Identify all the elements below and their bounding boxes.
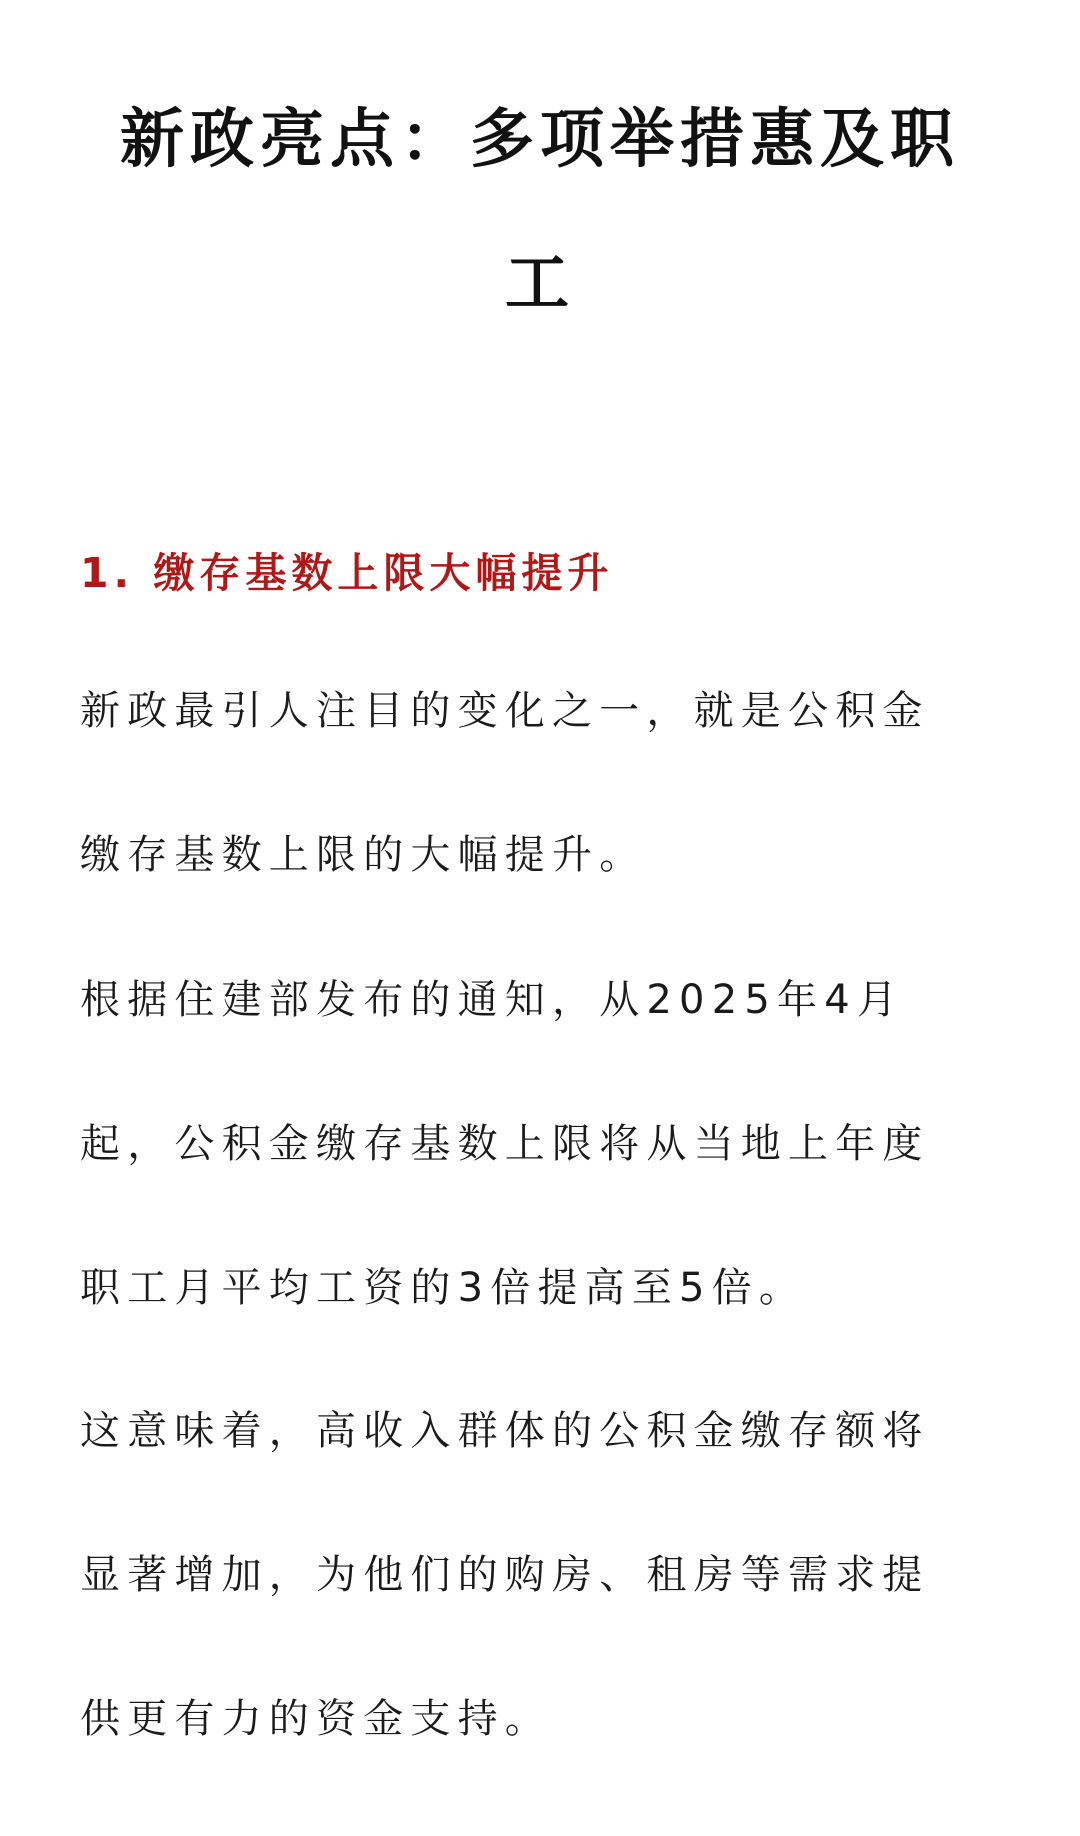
article-title [80, 68, 1000, 356]
section-heading: 1. 缴存基数上限大幅提升 [80, 549, 614, 597]
paragraph-line: 起，公积金缴存基数上限将从当地上年度 [80, 1121, 930, 1167]
paragraph-line: 职工月平均工资的3倍提高至5倍。 [80, 1265, 807, 1311]
paragraph-line: 缴存基数上限的大幅提升。 [80, 832, 647, 878]
body-paragraph [80, 928, 1000, 1360]
title-line: 工 [505, 247, 575, 321]
paragraph-line: 显著增加，为他们的购房、租房等需求提 [80, 1552, 930, 1598]
paragraph-line: 新政最引人注目的变化之一，就是公积金 [80, 688, 930, 734]
body-paragraph [80, 1359, 1000, 1791]
body-paragraph [80, 639, 1000, 927]
paragraph-line: 供更有力的资金支持。 [80, 1696, 552, 1742]
paragraph-line: 根据住建部发布的通知，从2025年4月 [80, 977, 905, 1023]
paragraph-line: 这意味着，高收入群体的公积金缴存额将 [80, 1408, 930, 1454]
title-line: 新政亮点：多项举措惠及职 [120, 103, 960, 177]
